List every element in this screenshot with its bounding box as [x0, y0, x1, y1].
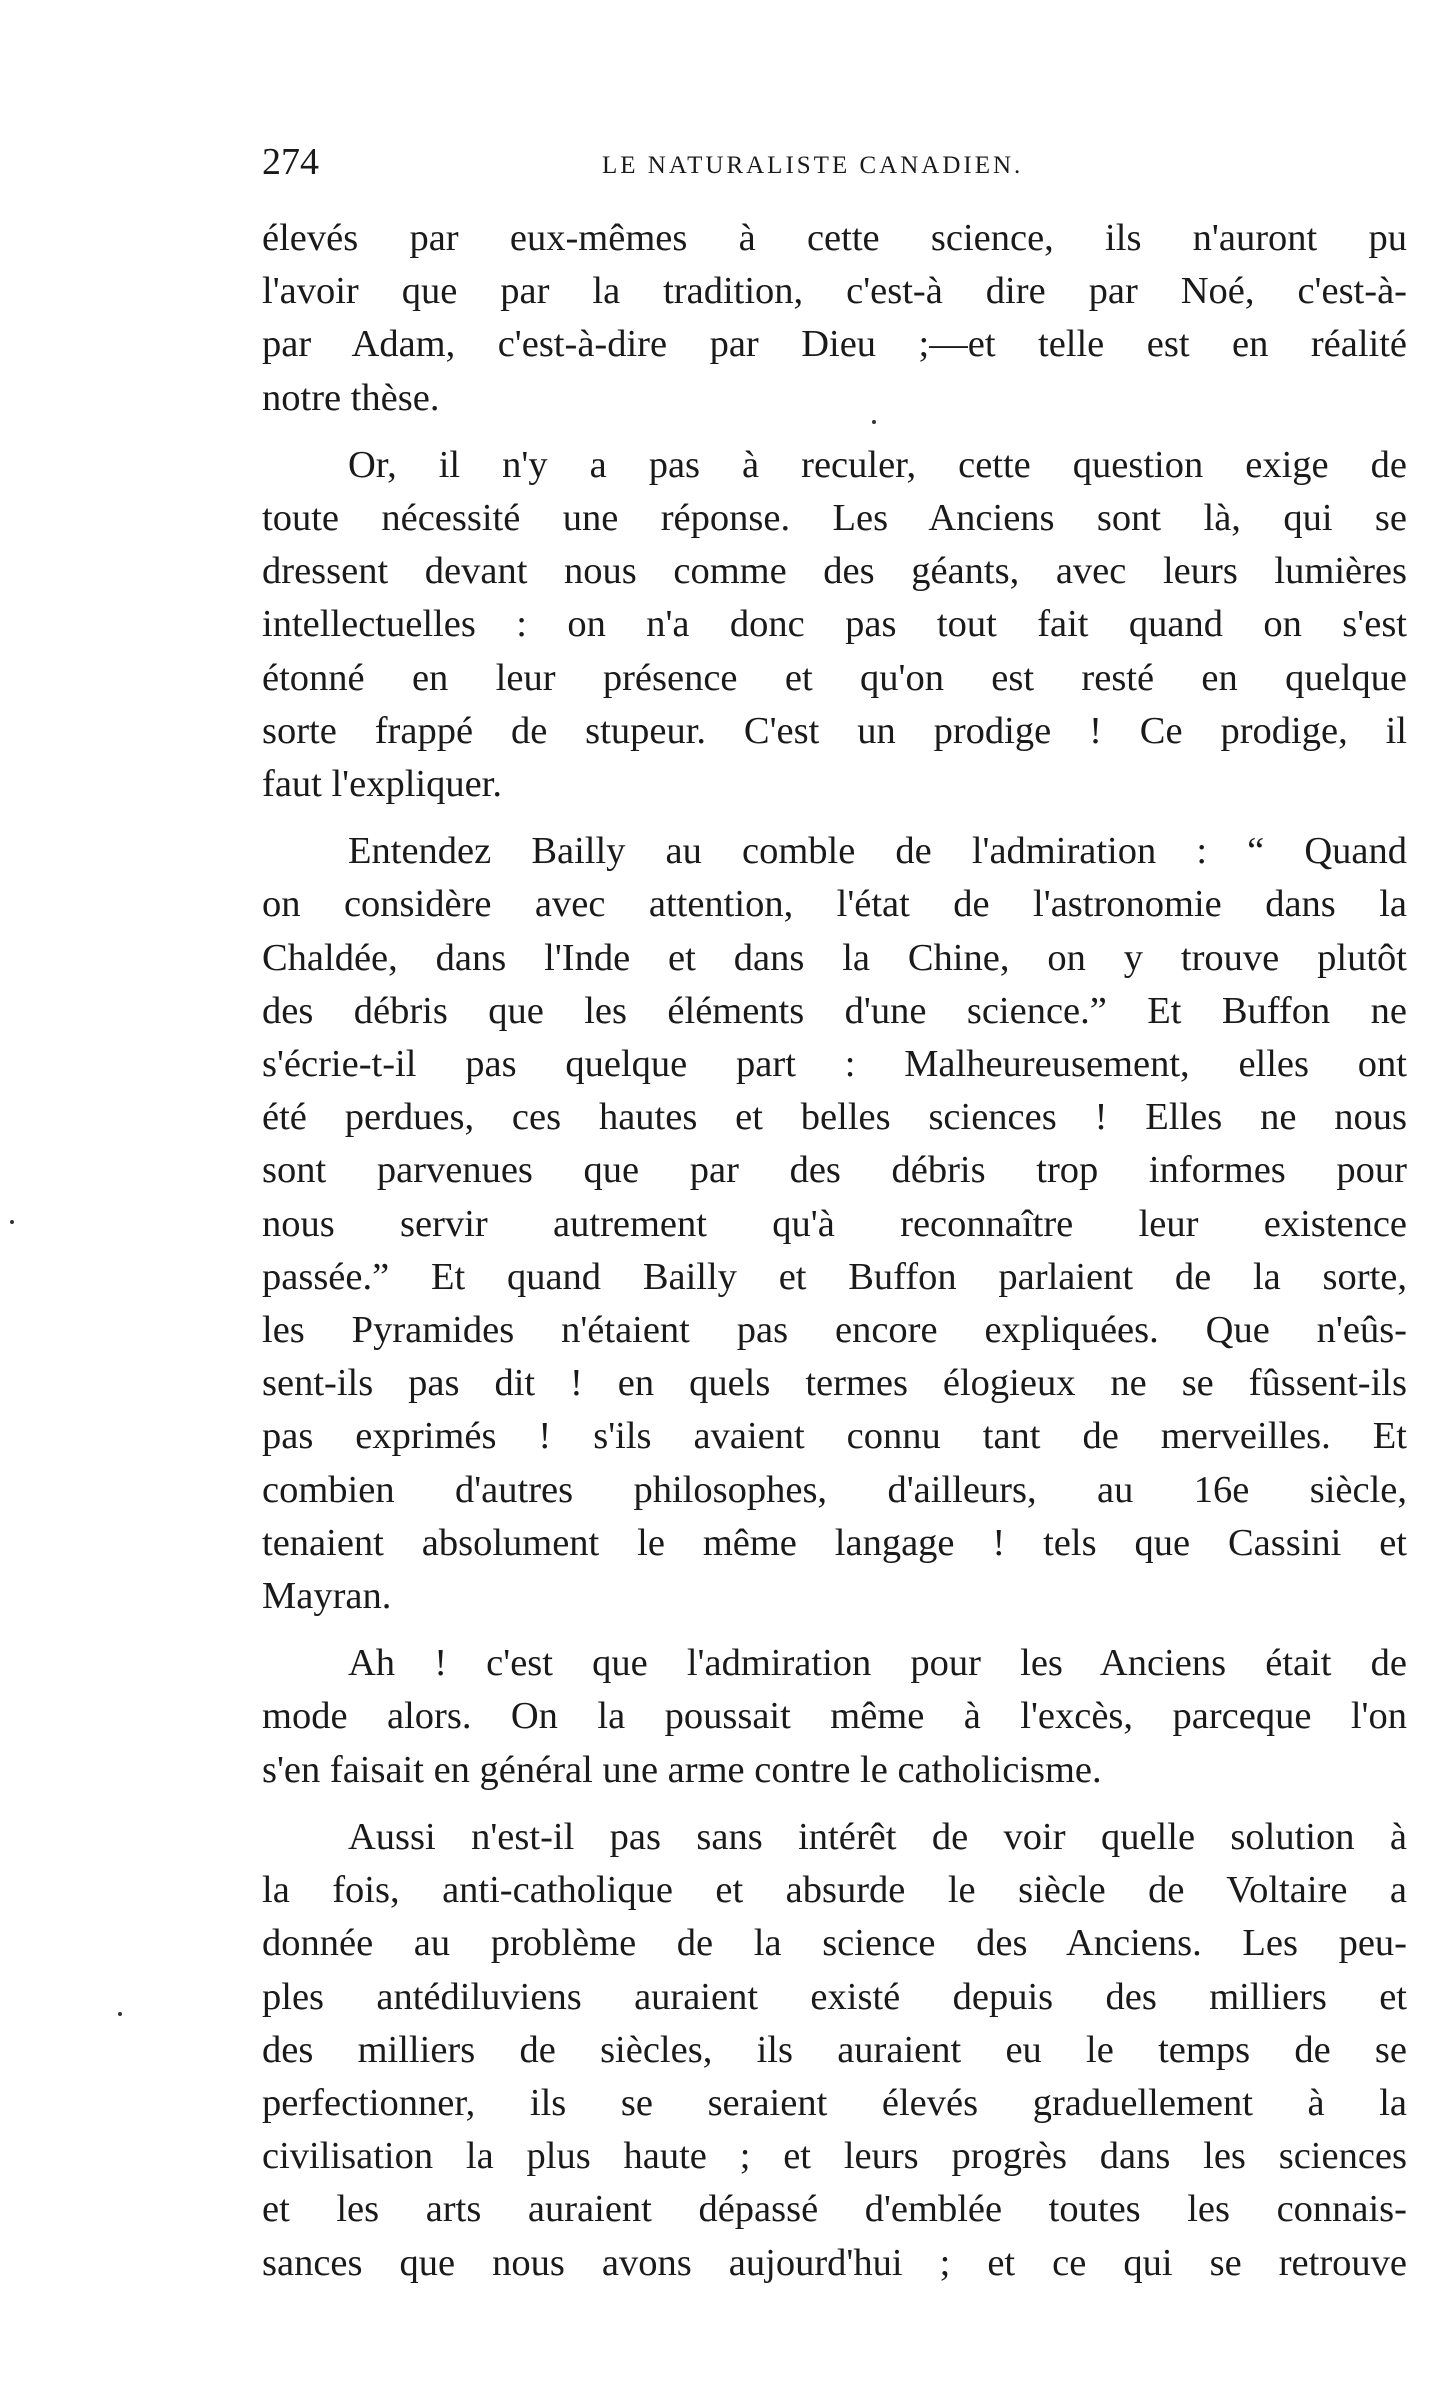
text-line: s'en faisait en général une arme contre le catholicisme.	[262, 1748, 1102, 1791]
text-line: Ah ! c'est que l'admiration pour les Anciens était de	[348, 1642, 1407, 1685]
paragraph-2	[262, 439, 1407, 811]
text-line: tenaient absolument le même langage ! tels que Cassini et	[262, 1521, 1407, 1564]
text-line: des milliers de siècles, ils auraient eu le temps de se	[262, 2028, 1407, 2071]
text-line: ples antédiluviens auraient existé depuis des milliers et	[262, 1975, 1407, 2018]
text-line: par Adam, c'est-à-dire par Dieu ;—et telle est en réalité	[262, 323, 1407, 366]
text-line: sances que nous avons aujourd'hui ; et ce qui se retrouve	[262, 2241, 1407, 2284]
journal-title: LE NATURALISTE CANADIEN.	[602, 152, 1024, 179]
scan-speck	[10, 1220, 14, 1224]
text-line: l'avoir que par la tradition, c'est-à dire par Noé, c'est-à-	[262, 270, 1407, 313]
text-line: mode alors. On la poussait même à l'excès, parceque l'on	[262, 1695, 1407, 1738]
paragraph-4	[262, 1637, 1407, 1797]
text-line: sent-ils pas dit ! en quels termes élogieux ne se fûssent-ils	[262, 1362, 1407, 1405]
text-line: dressent devant nous comme des géants, avec leurs lumières	[262, 550, 1407, 593]
text-line: sorte frappé de stupeur. C'est un prodige ! Ce prodige, il	[262, 709, 1407, 752]
text-line: combien d'autres philosophes, d'ailleurs, au 16e siècle,	[262, 1468, 1407, 1511]
text-line: s'écrie-t-il pas quelque part : Malheureusement, elles ont	[262, 1043, 1407, 1086]
scan-speck	[118, 2012, 122, 2016]
text-line: Aussi n'est-il pas sans intérêt de voir quelle solution à	[348, 1815, 1407, 1858]
text-line: Chaldée, dans l'Inde et dans la Chine, on y trouve plutôt	[262, 936, 1407, 979]
text-line: les Pyramides n'étaient pas encore expliquées. Que n'eûs-	[262, 1309, 1407, 1352]
paragraph-5	[262, 1811, 1407, 2290]
paragraph-1	[262, 212, 1407, 425]
text-line: des débris que les éléments d'une science.” Et Buffon ne	[262, 989, 1407, 1032]
text-line: civilisation la plus haute ; et leurs progrès dans les sciences	[262, 2135, 1407, 2178]
text-line: donnée au problème de la science des Anciens. Les peu-	[262, 1922, 1407, 1965]
text-line: intellectuelles : on n'a donc pas tout fait quand on s'est	[262, 603, 1407, 646]
text-line: on considère avec attention, l'état de l'astronomie dans la	[262, 883, 1407, 926]
text-line: étonné en leur présence et qu'on est resté en quelque	[262, 656, 1407, 699]
page-number: 274	[262, 141, 319, 183]
text-line: été perdues, ces hautes et belles sciences ! Elles ne nous	[262, 1096, 1407, 1139]
text-line: passée.” Et quand Bailly et Buffon parlaient de la sorte,	[262, 1255, 1407, 1298]
body-text	[262, 212, 1407, 2290]
text-line: la fois, anti-catholique et absurde le siècle de Voltaire a	[262, 1869, 1407, 1912]
paragraph-3	[262, 825, 1407, 1623]
text-line: et les arts auraient dépassé d'emblée toutes les connais-	[262, 2188, 1407, 2231]
scan-speck	[872, 420, 876, 424]
text-line: nous servir autrement qu'à reconnaître leur existence	[262, 1202, 1407, 1245]
running-head	[262, 132, 1402, 192]
text-line: Mayran.	[262, 1575, 392, 1618]
text-line: pas exprimés ! s'ils avaient connu tant de merveilles. Et	[262, 1415, 1407, 1458]
text-line: élevés par eux-mêmes à cette science, ils n'auront pu	[262, 217, 1407, 259]
text-line: Or, il n'y a pas à reculer, cette question exige de	[348, 443, 1407, 486]
text-line: toute nécessité une réponse. Les Anciens sont là, qui se	[262, 497, 1407, 540]
text-line: perfectionner, ils se seraient élevés graduellement à la	[262, 2081, 1407, 2124]
text-line: faut l'expliquer.	[262, 763, 503, 806]
text-line: notre thèse.	[262, 376, 440, 419]
text-line: sont parvenues que par des débris trop informes pour	[262, 1149, 1407, 1192]
text-line: Entendez Bailly au comble de l'admiration : “ Quand	[348, 830, 1407, 873]
